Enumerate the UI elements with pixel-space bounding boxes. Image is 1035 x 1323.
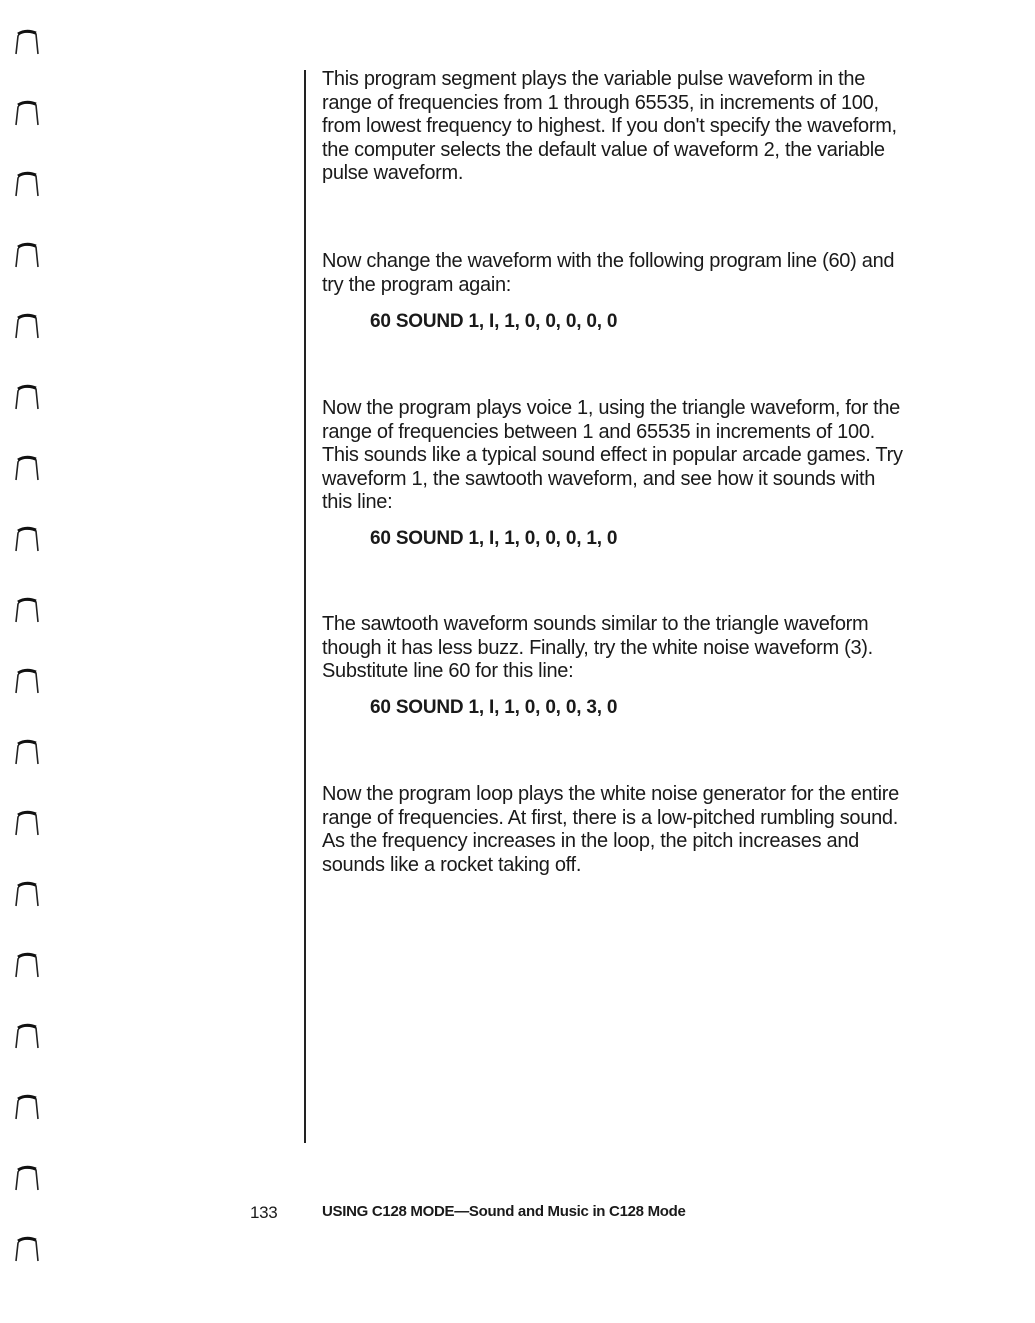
binding-ring xyxy=(12,1093,42,1121)
running-footer xyxy=(322,1203,686,1220)
footer-title-rest: —Sound and Music in C128 Mode xyxy=(454,1203,686,1220)
paragraph-pulse-waveform: This program segment plays the variable pulse waveform in the range of frequencies from 1 through 65535, in increments of 100, from lowest frequency to highest. If you don't specify the waveform, the computer selects the default value of waveform 2, the variable pulse waveform. xyxy=(322,68,897,184)
binding-ring xyxy=(12,667,42,695)
code-line-sawtooth: 60 SOUND 1, I, 1, 0, 0, 0, 1, 0 xyxy=(370,528,618,549)
paragraph-white-noise: Now the program loop plays the white noise generator for the entire range of frequencies. At first, there is a low-pitched rumbling sound. As the frequency increases in the loop, the pitch increases and sounds like a rocket taking off. xyxy=(322,783,899,876)
page-number: 133 xyxy=(250,1203,278,1222)
paragraph-sawtooth-waveform: The sawtooth waveform sounds similar to the triangle waveform though it has less buzz. Finally, try the white noise waveform (3). Substitute line 60 for this line: xyxy=(322,613,873,682)
code-line-triangle: 60 SOUND 1, I, 1, 0, 0, 0, 0, 0 xyxy=(370,311,618,332)
binding-ring xyxy=(12,1235,42,1263)
footer-title-bold: USING C128 MODE xyxy=(322,1203,455,1220)
binding-ring xyxy=(12,454,42,482)
binding-ring xyxy=(12,170,42,198)
paragraph-triangle-waveform: Now the program plays voice 1, using the triangle waveform, for the range of frequencies between 1 and 65535 in increments of 100. This sounds like a typical sound effect in popular arcade games. Try waveform 1, the sawtooth waveform, and see how it sounds with this line: xyxy=(322,397,903,513)
binding-ring xyxy=(12,809,42,837)
binding-ring xyxy=(12,383,42,411)
binding-ring xyxy=(12,28,42,56)
binding-ring xyxy=(12,951,42,979)
binding-ring xyxy=(12,525,42,553)
binding-ring xyxy=(12,1022,42,1050)
code-line-white-noise: 60 SOUND 1, I, 1, 0, 0, 0, 3, 0 xyxy=(370,697,618,718)
spiral-binding xyxy=(12,28,52,1308)
binding-ring xyxy=(12,312,42,340)
binding-ring xyxy=(12,738,42,766)
binding-ring xyxy=(12,1164,42,1192)
binding-ring xyxy=(12,880,42,908)
margin-rule xyxy=(304,70,306,1143)
binding-ring xyxy=(12,241,42,269)
paragraph-change-waveform: Now change the waveform with the following program line (60) and try the program again: xyxy=(322,250,895,296)
binding-ring xyxy=(12,99,42,127)
binding-ring xyxy=(12,596,42,624)
